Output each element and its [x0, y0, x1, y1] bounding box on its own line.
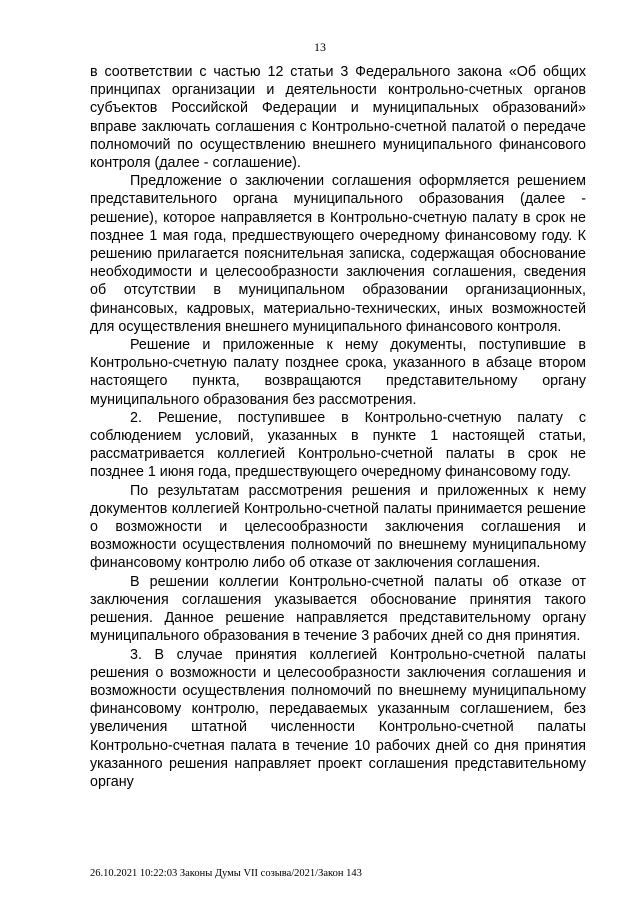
paragraph-late-documents: Решение и приложенные к нему документы, поступившие в Контрольно-счетную палату позднее срока, указанного в абзаце втором настоящего пункта, возвращаются представительному органу муниципального образования без рассмотрения. — [90, 337, 586, 408]
paragraph-proposal: Предложение о заключении соглашения оформляется решением представительного органа муниципального образования (далее - решение), которое направляется в Контрольно-счетную палату в срок не позднее 1 мая года, предшествующего очередному финансовому году. К решению прилагается пояснительная записка, содержащая обоснование необходимости и целесообразности заключения соглашения, сведения об отсутствии в муниципальном образовании организационных, финансовых, кадровых, материально-технических, иных возможностей для осуществления внешнего муниципального финансового контроля. — [90, 173, 586, 335]
paragraph-review-results: По результатам рассмотрения решения и приложенных к нему документов коллегией Контрольно-счетной палаты принимается решение о возможности и целесообразности заключения соглашения и возможности осуществления полномочий по внешнему муниципальному финансовому контролю либо об отказе от заключения соглашения. — [90, 482, 586, 572]
paragraph-refusal: В решении коллегии Контрольно-счетной палаты об отказе от заключения соглашения указывается обоснование принятия такого решения. Данное решение направляется представительному органу муниципального образования в течение 3 рабочих дней со дня принятия. — [90, 573, 586, 645]
document-body — [90, 63, 586, 791]
page-footer: 26.10.2021 10:22:03 Законы Думы VII созыва/2021/Закон 143 — [90, 868, 362, 879]
page-number: 13 — [314, 40, 326, 54]
paragraph-item-2: 2. Решение, поступившее в Контрольно-счетную палату с соблюдением условий, указанных в пункте 1 настоящей статьи, рассматривается коллегией Контрольно-счетной палаты в срок не позднее 1 июня года, предшествующего очередному финансовому году. — [90, 409, 586, 481]
paragraph-item-3: 3. В случае принятия коллегией Контрольно-счетной палаты решения о возможности и целесообразности заключения соглашения и возможности осуществления полномочий по внешнему муниципальному финансовому контролю, передаваемых указанным соглашением, без увеличения штатной численности Контрольно-счетной палаты Контрольно-счетная палата в течение 10 рабочих дней со дня принятия указанного решения направляет проект соглашения представительному органу — [90, 646, 586, 790]
paragraph-continuation: в соответствии с частью 12 статьи 3 Федерального закона «Об общих принципах организации и деятельности контрольно-счетных органов субъектов Российской Федерации и муниципальных образований» вправе заключать соглашения с Контрольно-счетной палатой о передаче полномочий по осуществлению внешнего муниципального финансового контроля (далее - соглашение). — [90, 64, 586, 172]
